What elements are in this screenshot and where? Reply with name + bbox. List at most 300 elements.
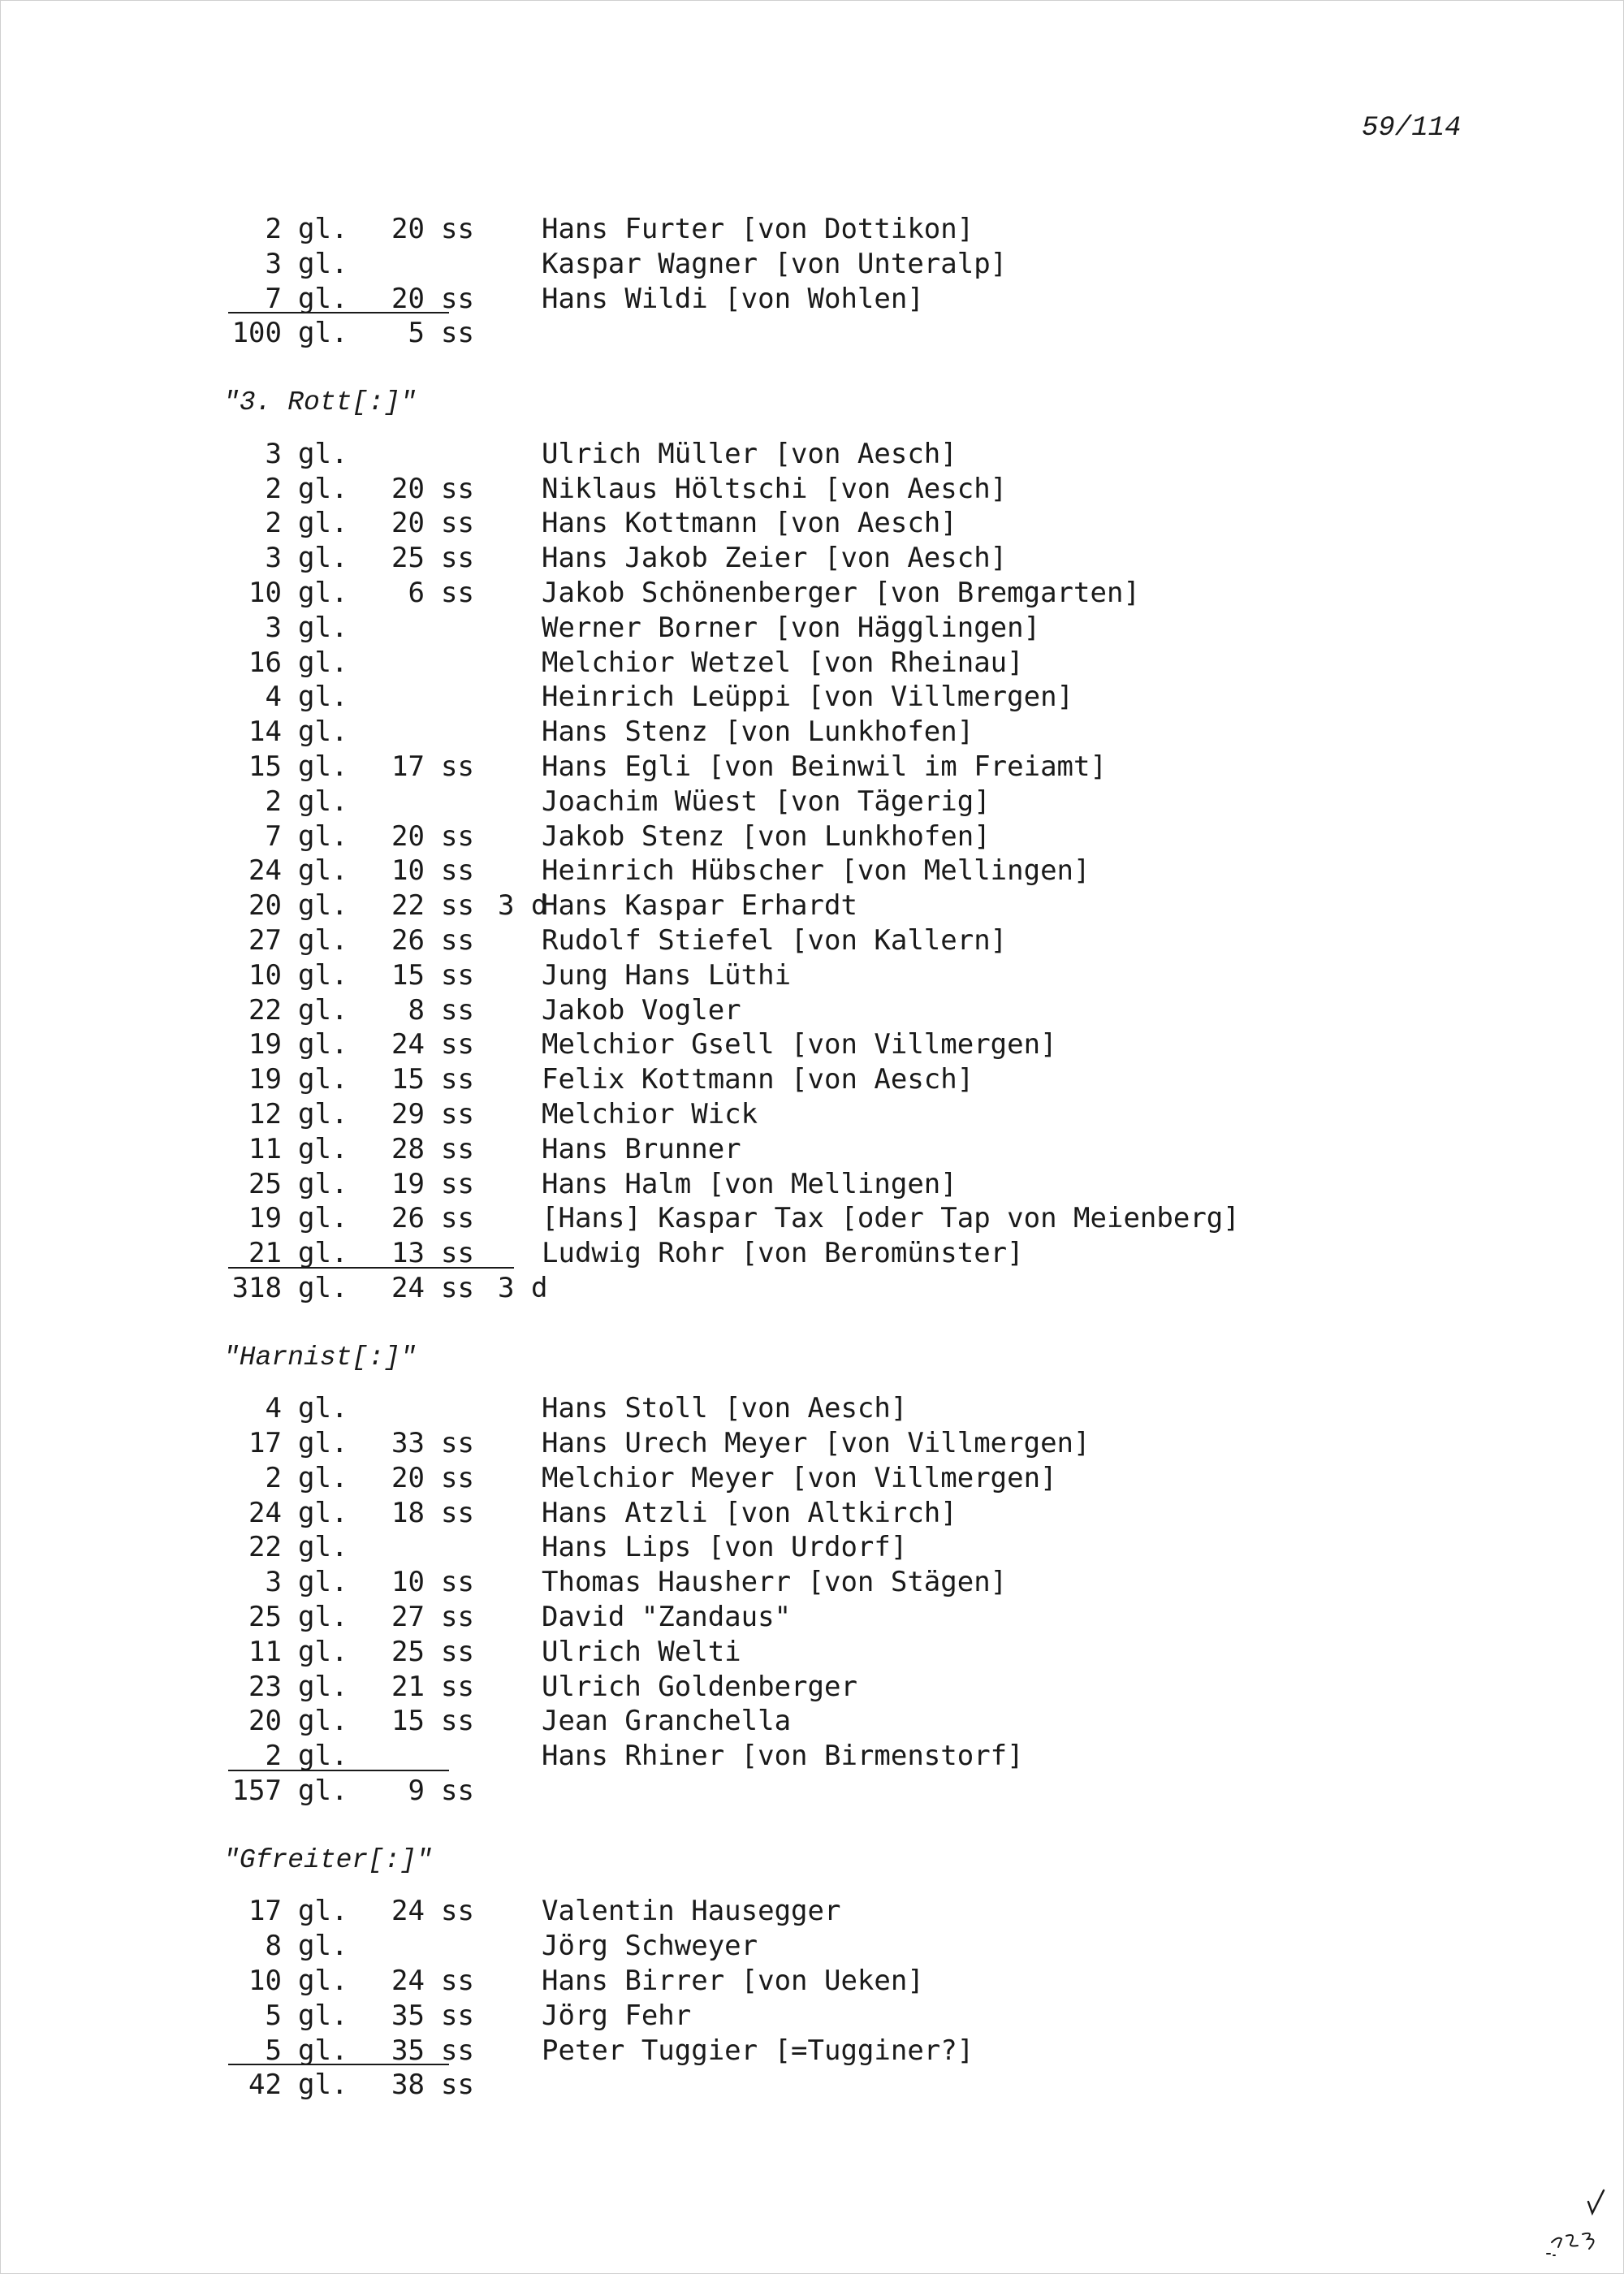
ledger-entry [228, 1496, 1560, 1531]
amount-ss: ss [441, 1566, 474, 1599]
amount-gl: gl. [298, 576, 348, 609]
entry-name: Ulrich Welti [542, 1635, 741, 1668]
amount-g: 12 [248, 1097, 282, 1131]
entry-name: Hans Egli [von Beinwil im Freiamt] [542, 750, 1107, 783]
amount-g: 20 [248, 1705, 282, 1738]
amount-s: 24 [391, 1895, 425, 1928]
amount-d [485, 576, 529, 611]
entry-amount [228, 282, 529, 317]
amount-d [485, 1704, 529, 1739]
amount-ss: ss [441, 1167, 474, 1200]
entry-name: Ulrich Müller [von Aesch] [542, 437, 957, 470]
page-number: 59/114 [1362, 113, 1462, 144]
amount-gl: gl. [298, 993, 348, 1027]
amount-gl: gl. [298, 213, 348, 245]
amount-d: 3 d [498, 889, 548, 923]
ledger-entry [228, 1635, 1560, 1670]
handwritten-mark [1544, 2185, 1617, 2267]
ledger-entry [228, 1530, 1560, 1565]
amount-gl: gl. [298, 819, 348, 853]
amount-ss [425, 680, 485, 715]
amount-gl: gl. [298, 282, 348, 315]
amount-d [485, 1600, 529, 1635]
amount-ss: ss [441, 317, 474, 350]
amount-g: 10 [248, 958, 282, 992]
amount-g: 100 [231, 317, 282, 350]
entry-amount [228, 2034, 529, 2069]
entry-amount [228, 1894, 529, 1929]
entry-name: Rudolf Stiefel [von Kallern] [542, 923, 1008, 957]
amount-ss [425, 715, 485, 750]
amount-g: 24 [248, 1496, 282, 1529]
amount-d [485, 958, 529, 993]
ledger-entry [228, 437, 1560, 472]
amount-g: 27 [248, 923, 282, 957]
amount-gl: gl. [298, 542, 348, 575]
amount-s: 26 [391, 1202, 425, 1235]
entry-amount [228, 1201, 529, 1236]
entry-name: Kaspar Wagner [von Unteralp] [542, 247, 1008, 280]
amount-gl: gl. [298, 1740, 348, 1773]
amount-g: 22 [248, 1531, 282, 1564]
amount-d [485, 1027, 529, 1062]
amount-s [374, 437, 425, 472]
amount-d [485, 819, 529, 854]
entry-amount [228, 785, 529, 819]
amount-ss: ss [441, 2069, 474, 2102]
ledger-entry [228, 1565, 1560, 1600]
amount-d [485, 506, 529, 541]
amount-ss: ss [441, 2034, 474, 2067]
amount-s: 20 [391, 282, 425, 315]
entry-name: Werner Borner [von Hägglingen] [542, 611, 1041, 644]
entry-amount [228, 1739, 529, 1774]
entry-amount [228, 1236, 529, 1271]
amount-gl: gl. [298, 1965, 348, 1998]
amount-ss: ss [441, 282, 474, 315]
amount-g: 3 [265, 1566, 282, 1599]
ledger-entry [228, 680, 1560, 715]
amount-d [485, 1774, 529, 1809]
entry-amount [228, 1999, 529, 2034]
amount-d [485, 680, 529, 715]
amount-s: 26 [391, 923, 425, 957]
entry-amount [228, 1167, 529, 1202]
entry-amount [228, 611, 529, 646]
amount-d [485, 212, 529, 247]
amount-g: 25 [248, 1601, 282, 1634]
entry-amount [228, 1704, 529, 1739]
amount-s [374, 1739, 425, 1774]
amount-g: 7 [265, 819, 282, 853]
amount-d [485, 1894, 529, 1929]
ledger-entry [228, 993, 1560, 1028]
ledger-entry [228, 923, 1560, 958]
amount-gl: gl. [298, 1566, 348, 1599]
section-total [228, 2068, 1560, 2103]
amount-ss: ss [441, 1028, 474, 1061]
ledger-entry [228, 472, 1560, 507]
amount-gl: gl. [298, 923, 348, 957]
section-total [228, 316, 1560, 351]
entry-name: Melchior Wetzel [von Rheinau] [542, 646, 1024, 679]
amount-g: 15 [248, 750, 282, 783]
amount-ss: ss [441, 213, 474, 245]
entry-name: Hans Halm [von Mellingen] [542, 1167, 957, 1200]
amount-ss: ss [441, 1635, 474, 1668]
entry-amount [228, 1635, 529, 1670]
amount-s: 35 [391, 2034, 425, 2067]
ledger-entry [228, 282, 1560, 317]
amount-d [485, 1201, 529, 1236]
amount-g: 2 [265, 472, 282, 505]
ledger-entry [228, 1600, 1560, 1635]
amount-gl: gl. [298, 317, 348, 350]
section-heading: "3. Rott[:]" [223, 387, 417, 417]
amount-s [374, 785, 425, 819]
amount-gl: gl. [298, 1167, 348, 1200]
amount-s: 20 [391, 507, 425, 540]
amount-g: 19 [248, 1202, 282, 1235]
entry-name: Hans Birrer [von Ueken] [542, 1965, 924, 1998]
amount-d [485, 247, 529, 282]
amount-ss: ss [441, 1427, 474, 1460]
amount-g: 10 [248, 576, 282, 609]
amount-g: 2 [265, 785, 282, 818]
amount-gl: gl. [298, 1775, 348, 1808]
amount-s: 29 [391, 1097, 425, 1131]
entry-amount [228, 1132, 529, 1167]
entry-name: Melchior Wick [542, 1097, 758, 1131]
amount-d [485, 1929, 529, 1964]
ledger-entry [228, 888, 1560, 923]
amount-d [485, 611, 529, 646]
amount-gl: gl. [298, 1063, 348, 1096]
ledger-entry [228, 247, 1560, 282]
amount-ss: ss [441, 1063, 474, 1096]
entry-name: Hans Stoll [von Aesch] [542, 1392, 908, 1425]
amount-gl: gl. [298, 1132, 348, 1165]
entry-amount [228, 750, 529, 785]
amount-d [485, 1132, 529, 1167]
ledger-entry [228, 1964, 1560, 1999]
amount-ss [425, 611, 485, 646]
entry-amount [228, 576, 529, 611]
amount-d [485, 1964, 529, 1999]
amount-ss: ss [441, 958, 474, 992]
amount-gl: gl. [298, 1427, 348, 1460]
entry-name: Hans Urech Meyer [von Villmergen] [542, 1427, 1091, 1460]
amount-ss: ss [441, 1895, 474, 1928]
amount-s: 20 [391, 1461, 425, 1494]
entry-name: Heinrich Leüppi [von Villmergen] [542, 681, 1074, 714]
entry-name: Peter Tuggier [=Tugginer?] [542, 2034, 974, 2067]
amount-d [485, 785, 529, 819]
amount-g: 2 [265, 507, 282, 540]
amount-g: 4 [265, 1392, 282, 1425]
entry-name: Hans Brunner [542, 1132, 741, 1165]
entry-amount [228, 1062, 529, 1097]
amount-s: 35 [391, 1999, 425, 2032]
entry-amount [228, 715, 529, 750]
entry-name: Jörg Schweyer [542, 1930, 758, 1963]
entry-name: David "Zandaus" [542, 1601, 792, 1634]
amount-s: 33 [391, 1427, 425, 1460]
amount-d: 3 d [498, 1271, 548, 1304]
entry-name: Valentin Hausegger [542, 1895, 841, 1928]
ledger-entry [228, 1391, 1560, 1426]
amount-gl: gl. [298, 1670, 348, 1703]
amount-s: 24 [391, 1271, 425, 1304]
entry-name: Ulrich Goldenberger [542, 1670, 857, 1703]
ledger-entry [228, 1999, 1560, 2034]
section-gap [228, 351, 1560, 386]
amount-d [485, 2068, 529, 2103]
amount-s [374, 1929, 425, 1964]
entry-amount [228, 437, 529, 472]
amount-d [485, 541, 529, 576]
ledger-entry [228, 1027, 1560, 1062]
amount-ss: ss [441, 1132, 474, 1165]
total-amount [228, 2068, 529, 2103]
amount-g: 7 [265, 282, 282, 315]
amount-d [485, 1062, 529, 1097]
ledger-entry [228, 750, 1560, 785]
amount-d [485, 437, 529, 472]
amount-d [485, 923, 529, 958]
amount-ss: ss [441, 1705, 474, 1738]
entry-amount [228, 993, 529, 1028]
amount-g: 5 [265, 2034, 282, 2067]
amount-ss: ss [441, 889, 474, 923]
amount-s: 27 [391, 1601, 425, 1634]
entry-amount [228, 1391, 529, 1426]
amount-s: 15 [391, 1705, 425, 1738]
amount-s: 8 [408, 993, 425, 1027]
amount-d [485, 1496, 529, 1531]
ledger-entry [228, 958, 1560, 993]
amount-gl: gl. [298, 1895, 348, 1928]
amount-ss: ss [441, 854, 474, 888]
amount-g: 42 [248, 2069, 282, 2102]
amount-ss [425, 247, 485, 282]
amount-gl: gl. [298, 1271, 348, 1304]
amount-gl: gl. [298, 854, 348, 888]
amount-gl: gl. [298, 1531, 348, 1564]
entry-amount [228, 958, 529, 993]
entry-amount [228, 1027, 529, 1062]
amount-ss: ss [441, 542, 474, 575]
entry-name: Felix Kottmann [von Aesch] [542, 1063, 974, 1096]
amount-ss: ss [441, 819, 474, 853]
sum-rule [228, 1770, 449, 1771]
section-total [228, 1774, 1560, 1809]
amount-ss: ss [441, 923, 474, 957]
amount-d [485, 1530, 529, 1565]
amount-g: 3 [265, 542, 282, 575]
amount-ss [425, 1929, 485, 1964]
amount-g: 2 [265, 1461, 282, 1494]
ledger-entry [228, 1236, 1560, 1271]
entry-amount [228, 1530, 529, 1565]
amount-gl: gl. [298, 1028, 348, 1061]
amount-gl: gl. [298, 507, 348, 540]
section-total [228, 1271, 1560, 1306]
amount-s: 21 [391, 1670, 425, 1703]
amount-gl: gl. [298, 1930, 348, 1963]
amount-d [485, 1565, 529, 1600]
entry-name: Jean Granchella [542, 1705, 792, 1738]
sum-rule [228, 312, 449, 313]
amount-gl: gl. [298, 1461, 348, 1494]
amount-ss: ss [441, 1999, 474, 2032]
ledger-entry [228, 1894, 1560, 1929]
amount-gl: gl. [298, 1705, 348, 1738]
ledger-entry [228, 506, 1560, 541]
amount-gl: gl. [298, 1202, 348, 1235]
amount-s: 25 [391, 542, 425, 575]
amount-d [485, 1097, 529, 1132]
ledger-entry [228, 1097, 1560, 1132]
ledger-entry [228, 1132, 1560, 1167]
amount-d [485, 646, 529, 681]
amount-s: 13 [391, 1237, 425, 1270]
ledger-entry [228, 1670, 1560, 1705]
amount-g: 16 [248, 646, 282, 679]
total-amount [228, 316, 529, 351]
amount-gl: gl. [298, 1237, 348, 1270]
amount-s: 15 [391, 958, 425, 992]
amount-d [485, 1391, 529, 1426]
amount-gl: gl. [298, 715, 348, 749]
amount-g: 3 [265, 611, 282, 644]
entry-name: Heinrich Hübscher [von Mellingen] [542, 854, 1091, 888]
amount-ss: ss [441, 472, 474, 505]
amount-gl: gl. [298, 750, 348, 783]
section-gap [228, 1809, 1560, 1844]
ledger-entry [228, 715, 1560, 750]
amount-gl: gl. [298, 1999, 348, 2032]
amount-d [485, 1635, 529, 1670]
amount-s: 10 [391, 1566, 425, 1599]
amount-d [485, 1670, 529, 1705]
amount-gl: gl. [298, 2034, 348, 2067]
amount-ss: ss [441, 1965, 474, 1998]
entry-name: Niklaus Höltschi [von Aesch] [542, 472, 1008, 505]
amount-g: 318 [231, 1271, 282, 1304]
entry-name: Hans Jakob Zeier [von Aesch] [542, 542, 1008, 575]
amount-s: 24 [391, 1028, 425, 1061]
sum-rule [228, 1267, 514, 1269]
amount-gl: gl. [298, 472, 348, 505]
amount-gl: gl. [298, 611, 348, 644]
entry-name: Melchior Meyer [von Villmergen] [542, 1461, 1057, 1494]
entry-name: Hans Lips [von Urdorf] [542, 1531, 908, 1564]
ledger-entry [228, 1739, 1560, 1774]
amount-ss: ss [441, 1601, 474, 1634]
amount-g: 24 [248, 854, 282, 888]
amount-g: 14 [248, 715, 282, 749]
entry-amount [228, 1461, 529, 1496]
amount-g: 8 [265, 1930, 282, 1963]
heading-gap [228, 421, 1560, 437]
ledger-entry [228, 541, 1560, 576]
ledger-entry [228, 646, 1560, 681]
amount-g: 10 [248, 1965, 282, 1998]
amount-g: 3 [265, 437, 282, 470]
entry-amount [228, 247, 529, 282]
entry-name: Hans Rhiner [von Birmenstorf] [542, 1740, 1024, 1773]
entry-name: Hans Kaspar Erhardt [542, 889, 857, 923]
amount-gl: gl. [298, 1097, 348, 1131]
amount-g: 23 [248, 1670, 282, 1703]
amount-ss: ss [441, 993, 474, 1027]
ledger-entry [228, 1426, 1560, 1461]
amount-g: 11 [248, 1132, 282, 1165]
ledger [223, 212, 1560, 2103]
entry-name: Jung Hans Lüthi [542, 958, 792, 992]
amount-s: 15 [391, 1063, 425, 1096]
entry-name: Hans Kottmann [von Aesch] [542, 507, 957, 540]
amount-s: 22 [391, 889, 425, 923]
amount-s: 19 [391, 1167, 425, 1200]
amount-ss: ss [441, 1097, 474, 1131]
amount-g: 2 [265, 1740, 282, 1773]
amount-g: 11 [248, 1635, 282, 1668]
amount-d [485, 316, 529, 351]
amount-gl: gl. [298, 958, 348, 992]
sum-rule [228, 2064, 449, 2065]
amount-s: 20 [391, 472, 425, 505]
amount-gl: gl. [298, 247, 348, 280]
amount-d [485, 2034, 529, 2069]
amount-gl: gl. [298, 785, 348, 818]
amount-d [485, 1236, 529, 1271]
amount-d [485, 1167, 529, 1202]
amount-d [485, 1999, 529, 2034]
amount-ss: ss [441, 1775, 474, 1808]
entry-amount [228, 1964, 529, 1999]
ledger-entry [228, 1704, 1560, 1739]
amount-d [485, 282, 529, 317]
ledger-entry [228, 2034, 1560, 2069]
amount-g: 2 [265, 213, 282, 245]
amount-s: 28 [391, 1132, 425, 1165]
amount-s [374, 715, 425, 750]
amount-d [485, 1426, 529, 1461]
amount-s: 38 [391, 2069, 425, 2102]
amount-g: 19 [248, 1028, 282, 1061]
entry-name: Hans Atzli [von Altkirch] [542, 1496, 957, 1529]
amount-gl: gl. [298, 1392, 348, 1425]
amount-s: 5 [408, 317, 425, 350]
amount-d [485, 1739, 529, 1774]
ledger-entry [228, 1461, 1560, 1496]
entry-amount [228, 1097, 529, 1132]
amount-s: 20 [391, 819, 425, 853]
ledger-entry [228, 611, 1560, 646]
amount-d [485, 472, 529, 507]
amount-s [374, 646, 425, 681]
amount-ss: ss [441, 1237, 474, 1270]
entry-name: Jakob Vogler [542, 993, 741, 1027]
amount-g: 17 [248, 1427, 282, 1460]
entry-amount [228, 1426, 529, 1461]
amount-s: 17 [391, 750, 425, 783]
amount-gl: gl. [298, 1635, 348, 1668]
amount-d [485, 750, 529, 785]
amount-ss [425, 1530, 485, 1565]
